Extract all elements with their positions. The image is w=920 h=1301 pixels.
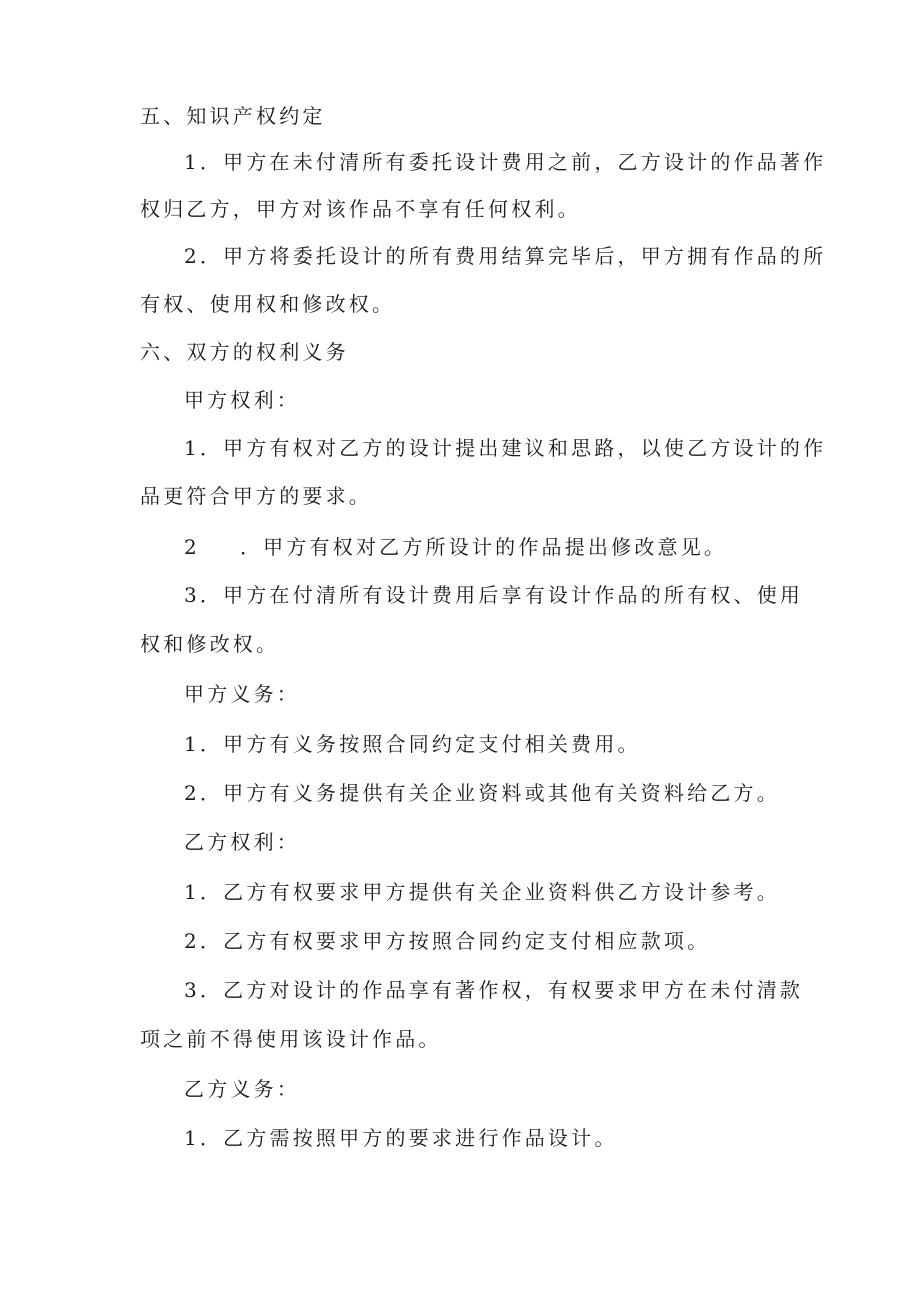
party-b-duties-label: 乙方义务： [184, 1077, 300, 1101]
party-b-right-1: 1．乙方有权要求甲方提供有关企业资料供乙方设计参考。 [184, 880, 780, 904]
sec5-clause-2-line-2: 有权、使用权和修改权。 [140, 292, 396, 316]
party-a-duties-label: 甲方义务： [184, 682, 300, 706]
sec5-clause-1-line-2: 权归乙方，甲方对该作品不享有任何权利。 [140, 197, 581, 221]
sec5-clause-2-line-1: 2．甲方将委托设计的所有费用结算完毕后，甲方拥有作品的所 [184, 244, 827, 268]
party-a-right-3-line-2: 权和修改权。 [140, 632, 280, 656]
party-a-right-1-line-1: 1．甲方有权对乙方的设计提出建议和思路，以使乙方设计的作 [184, 436, 827, 460]
party-a-right-2-text: ．甲方有权对乙方所设计的作品提出修改意见。 [239, 535, 728, 559]
party-b-right-3-line-2: 项之前不得使用该设计作品。 [140, 1027, 442, 1051]
party-a-right-3-line-1: 3．甲方在付清所有设计费用后享有设计作品的所有权、使用 [184, 583, 804, 607]
sec5-clause-1-line-1: 1．甲方在未付清所有委托设计费用之前，乙方设计的作品著作 [184, 150, 827, 174]
party-b-right-2: 2．乙方有权要求甲方按照合同约定支付相应款项。 [184, 929, 711, 953]
party-a-right-1-line-2: 品更符合甲方的要求。 [140, 484, 372, 508]
party-a-right-2 [184, 535, 727, 559]
party-a-duty-2: 2．甲方有义务提供有关企业资料或其他有关资料给乙方。 [184, 781, 780, 805]
party-b-duty-1: 1．乙方需按照甲方的要求进行作品设计。 [184, 1126, 618, 1150]
section-5-heading: 五、知识产权约定 [140, 104, 326, 128]
party-a-duty-1: 1．甲方有义务按照合同约定支付相关费用。 [184, 732, 641, 756]
party-a-rights-label: 甲方权利： [184, 388, 300, 412]
party-b-rights-label: 乙方权利： [184, 830, 300, 854]
party-b-right-3-line-1: 3．乙方对设计的作品享有著作权，有权要求甲方在未付清款 [184, 978, 804, 1002]
party-a-right-2-number: 2 [184, 535, 200, 559]
section-6-heading: 六、双方的权利义务 [140, 340, 349, 364]
